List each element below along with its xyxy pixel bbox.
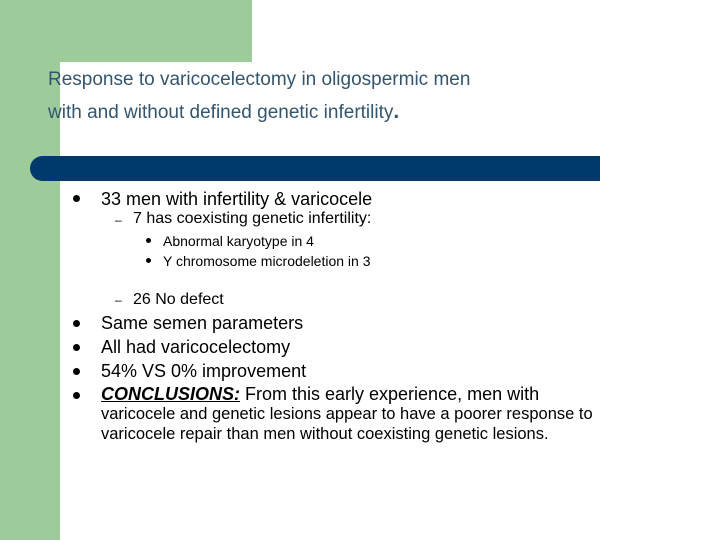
conclusions-heading: CONCLUSIONS: bbox=[101, 384, 240, 404]
sub-sub-bullet-karyotype: Abnormal karyotype in 4 bbox=[163, 233, 314, 249]
title-line-1: Response to varicocelectomy in oligospermic men bbox=[48, 69, 471, 90]
dash-icon: – bbox=[115, 213, 122, 227]
bullet-semen-parameters: Same semen parameters bbox=[101, 313, 304, 333]
bullet-conclusions bbox=[101, 384, 641, 444]
bullet-icon bbox=[146, 238, 151, 243]
bullet-improvement: 54% VS 0% improvement bbox=[101, 361, 307, 381]
sub-bullet-no-defect: 26 No defect bbox=[133, 291, 224, 308]
top-accent-band bbox=[0, 0, 252, 62]
slide-title bbox=[48, 64, 688, 129]
bullet-icon bbox=[73, 392, 80, 399]
conclusions-first-line bbox=[101, 384, 641, 404]
conclusions-body: varicocele and genetic lesions appear to have a poorer response to varicocele repair than men without coexisting genetic lesions. bbox=[101, 405, 593, 443]
title-divider-bar bbox=[30, 156, 600, 181]
sub-bullet-genetic-infertility: 7 has coexisting genetic infertility: bbox=[133, 210, 372, 227]
bullet-icon bbox=[73, 368, 80, 375]
sub-sub-bullet-microdeletion: Y chromosome microdeletion in 3 bbox=[163, 253, 371, 269]
title-line-2-text: with and without defined genetic infertility bbox=[48, 102, 394, 123]
bullet-icon bbox=[73, 320, 80, 327]
title-period: . bbox=[393, 100, 400, 123]
bullet-men-count: 33 men with infertility & varicocele bbox=[101, 189, 373, 209]
bullet-icon bbox=[73, 195, 80, 202]
dash-icon: – bbox=[115, 293, 122, 307]
bullet-varicocelectomy: All had varicocelectomy bbox=[101, 337, 291, 357]
title-line-2 bbox=[48, 96, 688, 129]
bullet-icon bbox=[73, 344, 80, 351]
conclusions-first-text: From this early experience, men with bbox=[240, 384, 540, 404]
bullet-icon bbox=[146, 258, 151, 263]
